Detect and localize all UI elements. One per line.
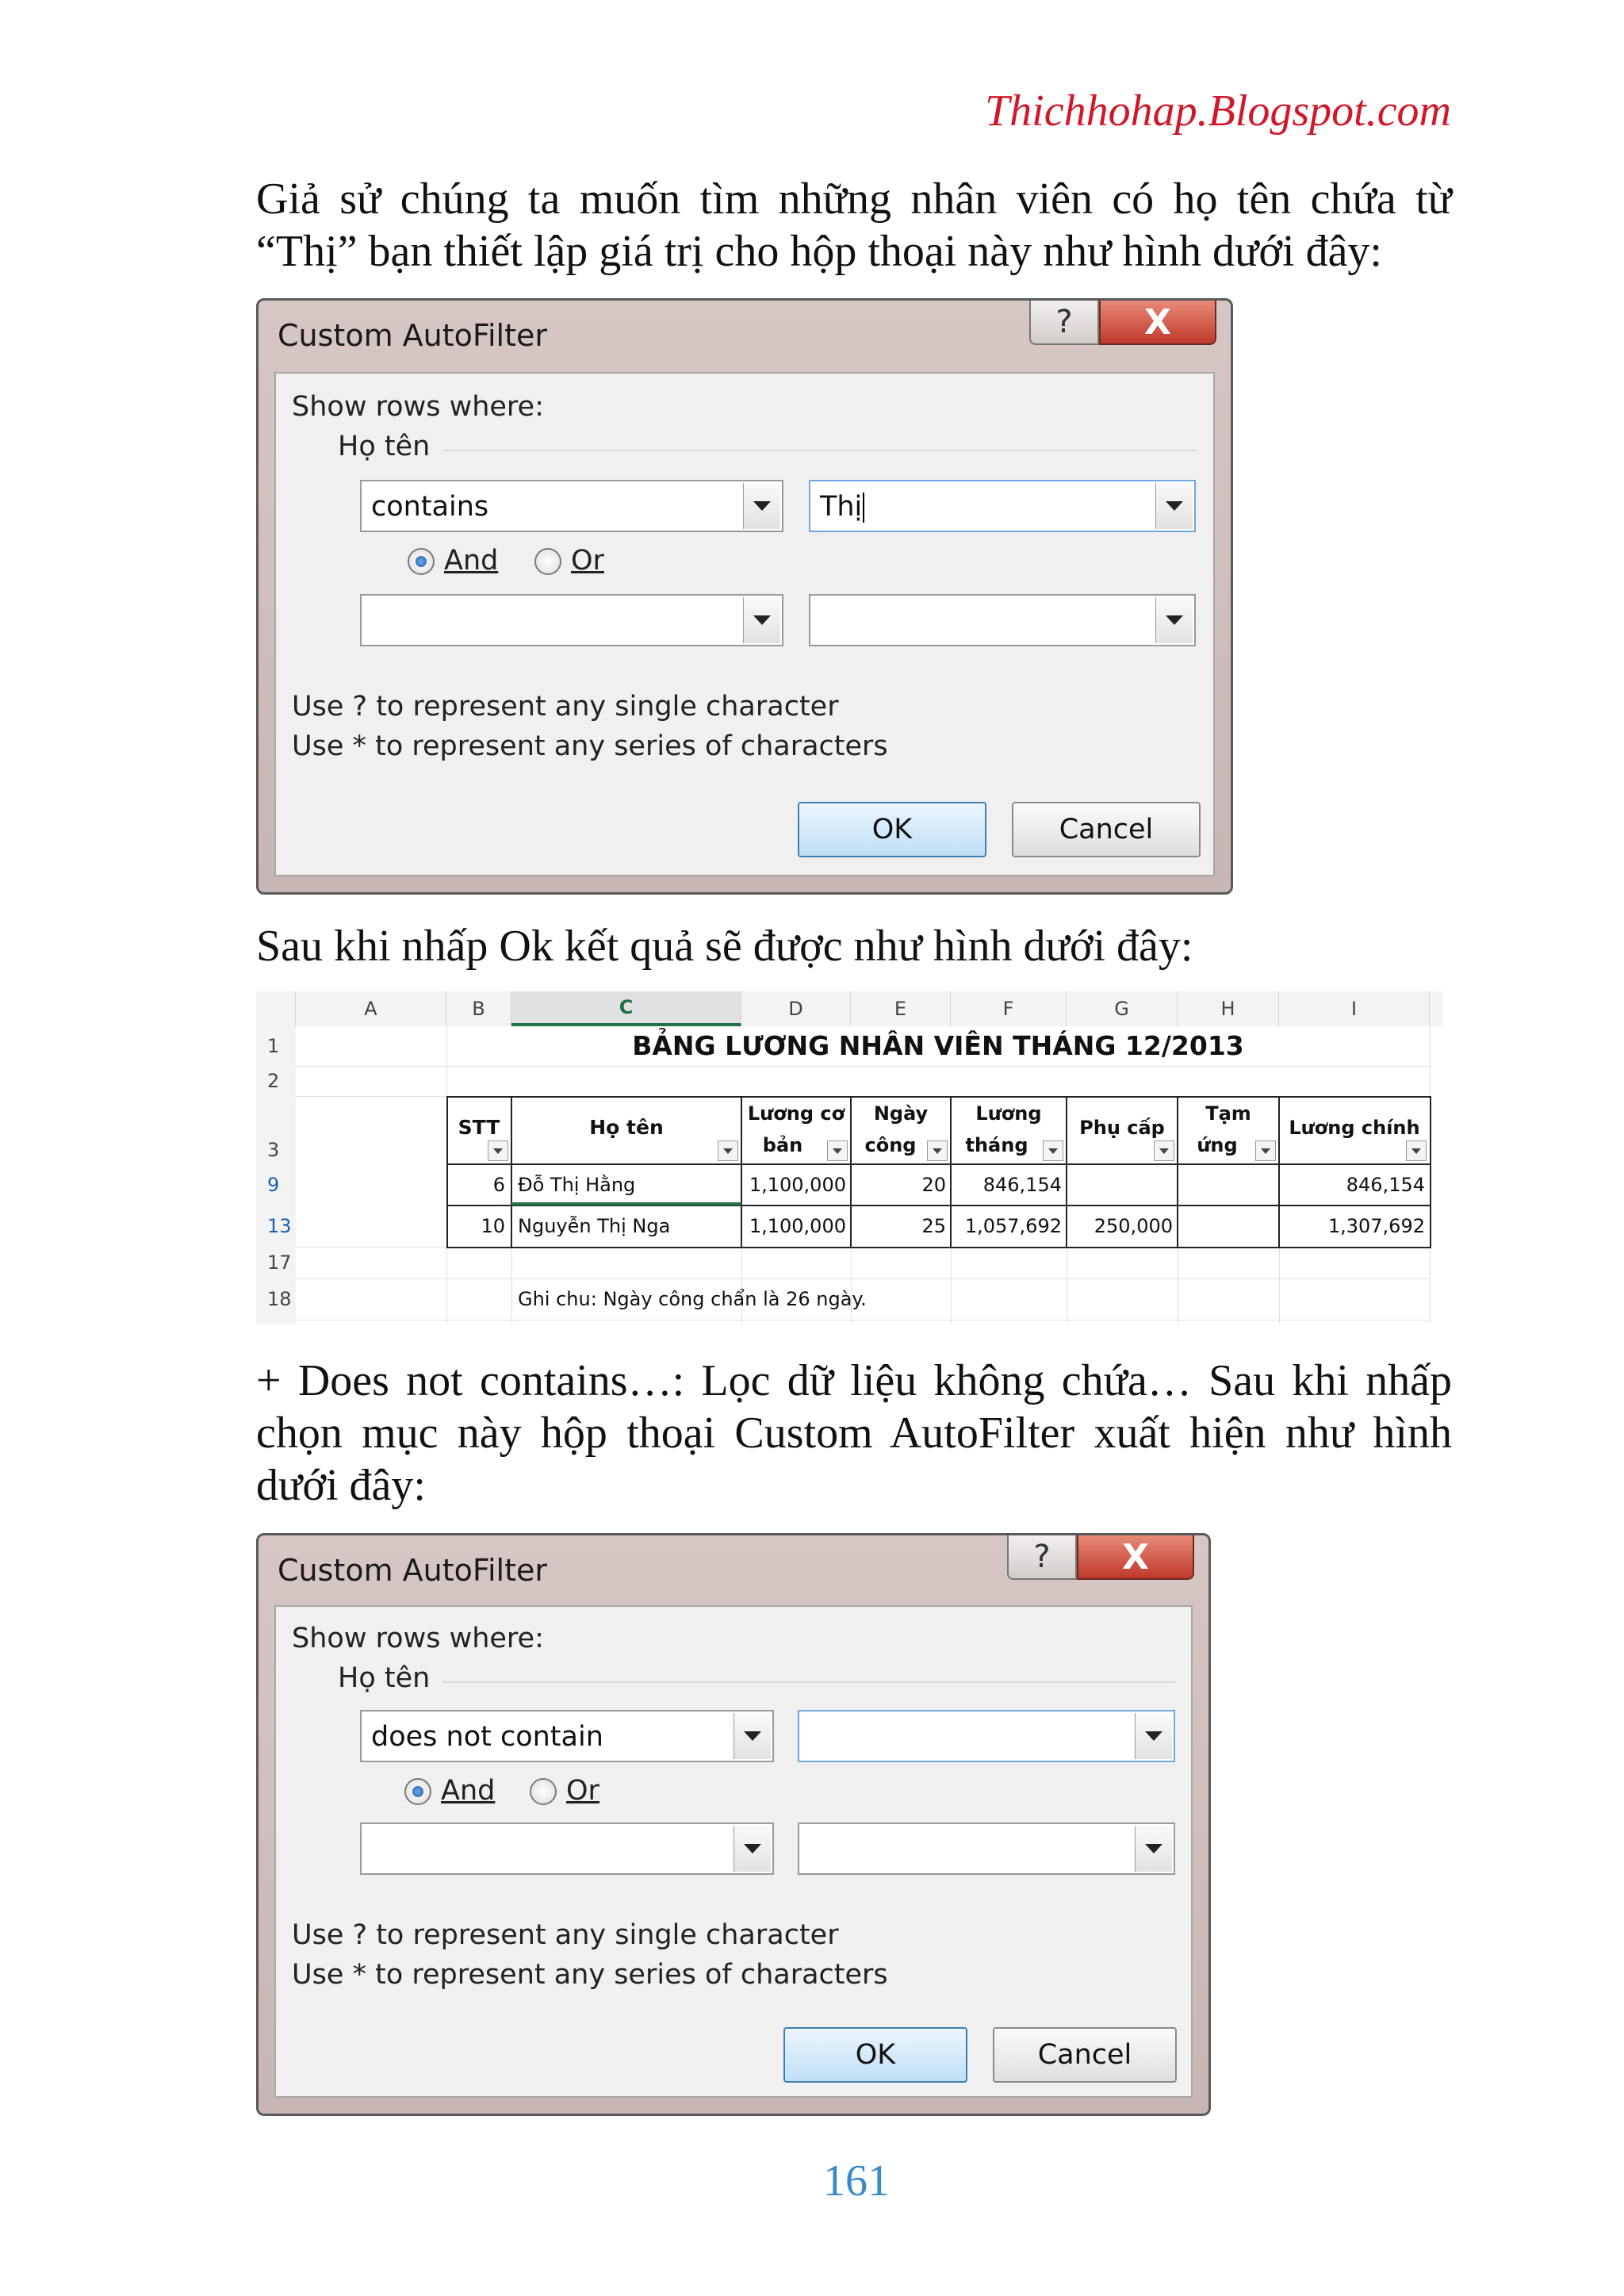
column-header-a[interactable]: A bbox=[296, 991, 446, 1026]
header-ho-ten[interactable]: Họ tên bbox=[589, 1116, 664, 1139]
cancel-button[interactable]: Cancel bbox=[993, 2027, 1177, 2083]
operator2-select[interactable] bbox=[360, 1823, 774, 1875]
and-radio-label[interactable]: And bbox=[444, 545, 499, 577]
header-ngay-cong-line2[interactable]: công bbox=[864, 1134, 917, 1156]
column-header-h[interactable]: H bbox=[1178, 991, 1279, 1026]
cell-luong-chinh[interactable]: 846,154 bbox=[1346, 1174, 1425, 1196]
text-caret bbox=[863, 493, 864, 523]
custom-autofilter-dialog-contains bbox=[256, 298, 1233, 895]
cell-luong-chinh[interactable]: 1,307,692 bbox=[1327, 1215, 1425, 1237]
title-bar-buttons bbox=[1029, 301, 1216, 347]
table-rule bbox=[1278, 1096, 1280, 1248]
dialog-title: Custom AutoFilter bbox=[278, 1553, 547, 1588]
dropdown-arrow-icon[interactable] bbox=[1155, 597, 1193, 643]
table-rule bbox=[741, 1096, 742, 1248]
table-rule bbox=[511, 1096, 512, 1248]
header-tam-ung-line1[interactable]: Tạm bbox=[1205, 1102, 1251, 1125]
close-icon: X bbox=[1144, 301, 1171, 343]
paragraph-line: Giả sử chúng ta muốn tìm những nhân viên có họ tên chứa từ bbox=[256, 174, 1452, 224]
and-radio[interactable] bbox=[408, 548, 435, 575]
value2-input[interactable] bbox=[798, 1823, 1175, 1875]
column-header-g[interactable]: G bbox=[1067, 991, 1178, 1026]
and-radio-label[interactable]: And bbox=[441, 1775, 496, 1807]
ok-button[interactable]: OK bbox=[798, 802, 986, 857]
dialog-title: Custom AutoFilter bbox=[278, 318, 547, 353]
help-button[interactable] bbox=[1007, 1535, 1077, 1580]
paragraph-line: dưới đây: bbox=[256, 1461, 426, 1510]
header-ngay-cong-line1[interactable]: Ngày bbox=[873, 1102, 929, 1125]
hint-single-char: Use ? to represent any single character bbox=[292, 1919, 839, 1951]
header-luong-thang-line1[interactable]: Lương bbox=[975, 1102, 1042, 1125]
cell-phu-cap[interactable]: 250,000 bbox=[1094, 1215, 1173, 1237]
dropdown-arrow-icon[interactable] bbox=[1155, 483, 1193, 529]
cell-ho-ten[interactable]: Nguyễn Thị Nga bbox=[518, 1215, 671, 1237]
paragraph-result bbox=[256, 920, 1452, 972]
page-number: 161 bbox=[823, 2156, 890, 2206]
filter-dropdown-icon[interactable] bbox=[488, 1140, 508, 1161]
cell-luong-thang[interactable]: 846,154 bbox=[982, 1174, 1062, 1196]
dropdown-arrow-icon[interactable] bbox=[1135, 1826, 1172, 1872]
help-icon: ? bbox=[1033, 1539, 1051, 1575]
dropdown-arrow-icon[interactable] bbox=[733, 1713, 771, 1759]
filter-dropdown-icon[interactable] bbox=[1255, 1140, 1276, 1161]
table-rule bbox=[850, 1096, 852, 1248]
paragraph-line: chọn mục này hộp thoại Custom AutoFilter xuất hiện như hình bbox=[256, 1409, 1452, 1458]
header-stt[interactable]: STT bbox=[458, 1116, 500, 1139]
close-icon: X bbox=[1122, 1536, 1149, 1577]
row-header-1[interactable]: 1 bbox=[267, 1035, 280, 1057]
custom-autofilter-dialog-does-not-contain bbox=[256, 1533, 1211, 2116]
cell-stt[interactable]: 10 bbox=[481, 1215, 505, 1237]
column-header-d[interactable]: D bbox=[741, 991, 851, 1026]
header-phu-cap[interactable]: Phụ cấp bbox=[1079, 1117, 1165, 1139]
dialog-body bbox=[274, 1605, 1193, 2098]
field-separator bbox=[442, 450, 1197, 451]
cell-luong-co-ban[interactable]: 1,100,000 bbox=[749, 1174, 846, 1196]
field-name-label: Họ tên bbox=[338, 1662, 431, 1694]
header-luong-thang-line2[interactable]: tháng bbox=[965, 1134, 1028, 1156]
paragraph-line: “Thị” bạn thiết lập giá trị cho hộp thoại này như hình dưới đây: bbox=[256, 227, 1382, 276]
cell-stt[interactable]: 6 bbox=[492, 1174, 505, 1196]
filter-dropdown-icon[interactable] bbox=[1406, 1140, 1427, 1161]
filter-dropdown-icon[interactable] bbox=[827, 1140, 848, 1161]
hint-single-char: Use ? to represent any single character bbox=[292, 691, 839, 723]
filter-dropdown-icon[interactable] bbox=[927, 1140, 948, 1161]
close-button[interactable] bbox=[1077, 1535, 1194, 1580]
cell-phu-cap[interactable] bbox=[1068, 1164, 1173, 1205]
value2-input[interactable] bbox=[809, 594, 1196, 646]
column-header-b[interactable]: B bbox=[446, 991, 511, 1026]
row-header-18[interactable]: 18 bbox=[267, 1288, 292, 1310]
row-header-9[interactable]: 9 bbox=[267, 1174, 280, 1196]
paragraph-line: + Does not contains…: Lọc dữ liệu không chứa… Sau khi nhấp bbox=[256, 1356, 1452, 1405]
cell-ho-ten[interactable]: Đỗ Thị Hằng bbox=[518, 1174, 636, 1196]
ok-button[interactable]: OK bbox=[783, 2027, 967, 2083]
select-all-corner[interactable] bbox=[256, 991, 296, 1026]
gridline bbox=[296, 1066, 1430, 1067]
row-header-17[interactable]: 17 bbox=[267, 1251, 292, 1274]
operator1-select[interactable] bbox=[360, 1710, 774, 1762]
row-header-13[interactable]: 13 bbox=[267, 1215, 292, 1237]
hint-series-chars: Use * to represent any series of characters bbox=[292, 1959, 888, 1991]
cell-tam-ung[interactable] bbox=[1179, 1205, 1274, 1247]
header-tam-ung-line2[interactable]: ứng bbox=[1197, 1134, 1238, 1156]
value1-text: Thị bbox=[820, 491, 864, 523]
cell-luong-thang[interactable]: 1,057,692 bbox=[964, 1215, 1062, 1237]
column-header-i[interactable]: I bbox=[1279, 991, 1430, 1026]
table-rule bbox=[950, 1096, 952, 1248]
field-separator bbox=[442, 1681, 1175, 1683]
cancel-button[interactable]: Cancel bbox=[1012, 802, 1201, 857]
field-name-label: Họ tên bbox=[338, 431, 431, 462]
sheet-title[interactable]: BẢNG LƯƠNG NHÂN VIÊN THÁNG 12/2013 bbox=[632, 1030, 1244, 1061]
or-radio-label[interactable]: Or bbox=[566, 1775, 599, 1807]
title-bar-buttons bbox=[1007, 1535, 1194, 1581]
dropdown-arrow-icon[interactable] bbox=[743, 597, 780, 643]
header-luong-co-ban-line1[interactable]: Lương cơ bbox=[747, 1102, 845, 1125]
dropdown-arrow-icon[interactable] bbox=[743, 483, 780, 529]
cell-ngay-cong[interactable]: 25 bbox=[921, 1215, 946, 1237]
or-radio[interactable] bbox=[534, 548, 561, 575]
or-radio[interactable] bbox=[530, 1778, 557, 1805]
filter-dropdown-icon[interactable] bbox=[1043, 1140, 1063, 1161]
show-rows-label: Show rows where: bbox=[292, 391, 544, 423]
help-button[interactable] bbox=[1029, 301, 1099, 345]
table-rule bbox=[1066, 1096, 1067, 1248]
operator1-select[interactable] bbox=[360, 480, 783, 532]
sheet-note[interactable]: Ghi chu: Ngày công chẩn là 26 ngày. bbox=[518, 1288, 867, 1310]
or-radio-label[interactable]: Or bbox=[571, 545, 604, 577]
paragraph-intro bbox=[256, 173, 1452, 278]
column-header-c[interactable]: C bbox=[511, 991, 741, 1026]
paragraph-line: Sau khi nhấp Ok kết quả sẽ được như hình dưới đây: bbox=[256, 922, 1193, 971]
operator1-value: does not contain bbox=[371, 1721, 603, 1753]
header-luong-chinh[interactable]: Lương chính bbox=[1289, 1117, 1420, 1139]
show-rows-label: Show rows where: bbox=[292, 1623, 544, 1654]
column-header-e[interactable]: E bbox=[851, 991, 951, 1026]
cell-ngay-cong[interactable]: 20 bbox=[921, 1174, 946, 1196]
close-button[interactable] bbox=[1099, 301, 1216, 345]
blog-url: Thichhohap.Blogspot.com bbox=[985, 86, 1451, 136]
row-header-3[interactable]: 3 bbox=[267, 1139, 280, 1161]
column-header-f[interactable]: F bbox=[951, 991, 1067, 1026]
operator2-select[interactable] bbox=[360, 594, 783, 646]
table-rule bbox=[1177, 1096, 1178, 1248]
operator1-value: contains bbox=[371, 491, 489, 523]
value1-input[interactable] bbox=[798, 1710, 1175, 1762]
cell-tam-ung[interactable] bbox=[1179, 1164, 1274, 1205]
dropdown-arrow-icon[interactable] bbox=[733, 1826, 771, 1872]
spreadsheet-result bbox=[256, 991, 1443, 1324]
cell-luong-co-ban[interactable]: 1,100,000 bbox=[749, 1215, 846, 1237]
filter-active-icon[interactable] bbox=[718, 1140, 738, 1161]
row-header-2[interactable]: 2 bbox=[267, 1070, 280, 1092]
value1-input[interactable] bbox=[809, 480, 1196, 532]
dropdown-arrow-icon[interactable] bbox=[1135, 1713, 1172, 1759]
help-icon: ? bbox=[1055, 304, 1073, 340]
paragraph-does-not-contain bbox=[256, 1355, 1452, 1512]
and-radio[interactable] bbox=[404, 1778, 431, 1805]
dialog-body bbox=[274, 372, 1215, 876]
hint-series-chars: Use * to represent any series of characters bbox=[292, 730, 888, 762]
header-luong-co-ban-line2[interactable]: bản bbox=[762, 1134, 803, 1156]
filter-dropdown-icon[interactable] bbox=[1154, 1140, 1174, 1161]
